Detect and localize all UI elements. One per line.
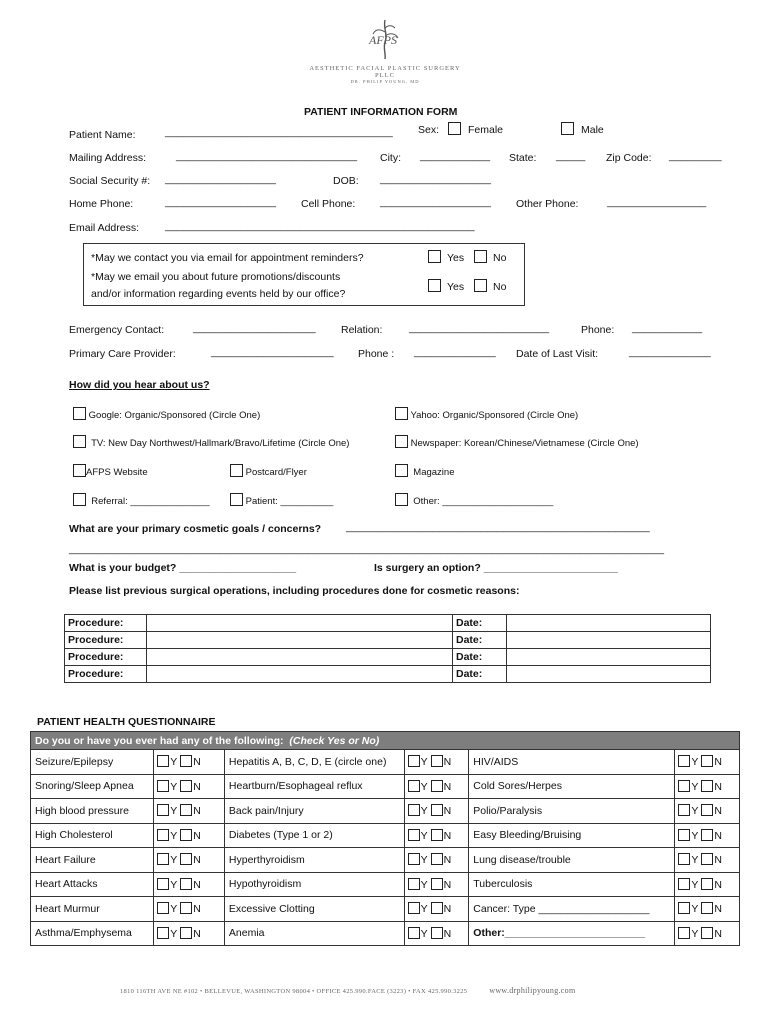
no-label: N [193,805,201,818]
google-label: Google: Organic/Sponsored (Circle One) [88,410,261,421]
female-label: Female [468,124,504,136]
no-checkbox[interactable] [701,804,713,816]
procedure-row [65,649,711,666]
yes-no-cell [154,872,225,897]
no-checkbox[interactable] [180,927,192,939]
yes-checkbox[interactable] [157,927,169,939]
city-field[interactable]: ____________ [420,150,491,162]
yes-checkbox[interactable] [678,755,690,767]
yes-no-cell [404,799,469,824]
yes-label: Y [170,756,178,769]
condition-label: Lung disease/trouble [469,848,675,873]
footer [120,986,640,995]
condition-label: Diabetes (Type 1 or 2) [224,823,404,848]
date-field[interactable] [507,649,711,666]
no-checkbox[interactable] [180,902,192,914]
condition-label: Snoring/Sleep Apnea [31,774,154,799]
dob-field[interactable]: ___________________ [380,173,491,185]
condition-label: Seizure/Epilepsy [31,750,154,775]
newspaper-checkbox[interactable] [395,435,408,448]
female-checkbox[interactable] [448,122,461,135]
no-checkbox[interactable] [431,780,443,792]
date-field[interactable] [507,615,711,632]
condition-label: Easy Bleeding/Bruising [469,823,675,848]
no-label: N [714,903,722,916]
clinic-name: AESTHETIC FACIAL PLASTIC SURGERY PLLC [309,65,461,79]
condition-label: Hepatitis A, B, C, D, E (circle one) [224,750,404,775]
city-label: City: [380,152,401,164]
yes-no-cell [404,774,469,799]
procedure-label: Procedure: [65,649,147,666]
no-label: N [443,805,452,818]
condition-label: High Cholesterol [31,823,154,848]
dob-label: DOB: [333,175,359,187]
yes-label: Y [420,829,428,842]
date-label: Date: [453,666,507,683]
no-checkbox[interactable] [701,755,713,767]
no-checkbox[interactable] [701,927,713,939]
no-checkbox[interactable] [431,804,443,816]
yes-label: Y [170,780,178,793]
yes-no-cell [404,897,469,922]
yes-label: Y [420,756,428,769]
no-checkbox[interactable] [180,780,192,792]
website-label: AFPS Website [86,467,148,478]
yes-label: Y [170,854,178,867]
hear-postcard-option[interactable] [230,464,307,478]
yes-checkbox[interactable] [408,804,420,816]
no-checkbox[interactable] [431,902,443,914]
no-checkbox[interactable] [701,902,713,914]
no-label: N [443,756,452,769]
no-checkbox[interactable] [431,755,443,767]
questionnaire-header-note: (Check Yes or No) [289,734,380,747]
yes-checkbox[interactable] [678,927,690,939]
no-label: N [193,854,201,867]
no-checkbox[interactable] [431,829,443,841]
condition-label: Heart Murmur [31,897,154,922]
no-checkbox[interactable] [180,829,192,841]
yes-no-cell [675,823,740,848]
emergency-phone-field[interactable]: ____________ [632,322,703,334]
male-label: Male [581,124,604,136]
yes-checkbox[interactable] [678,853,690,865]
ssn-field[interactable]: ___________________ [165,173,276,185]
yes-no-cell [675,921,740,946]
no-checkbox[interactable] [701,853,713,865]
no-checkbox[interactable] [431,878,443,890]
promo-no-label: No [493,281,507,293]
questionnaire-header-row [31,732,740,750]
promo-yes-label: Yes [447,281,465,293]
questionnaire-row [31,750,740,775]
yes-checkbox[interactable] [408,780,420,792]
form-title: PATIENT INFORMATION FORM [304,106,458,118]
relation-field[interactable]: ________________________ [409,322,550,334]
questionnaire-row [31,897,740,922]
hear-website-option[interactable] [73,464,148,478]
yes-no-cell [675,848,740,873]
yes-label: Y [420,854,428,867]
yes-label: Y [691,903,699,916]
website-checkbox[interactable] [73,464,86,477]
primary-care-label: Primary Care Provider: [69,348,176,360]
no-label: N [193,927,201,940]
hear-patient-option[interactable] [230,493,333,507]
no-label: N [714,829,722,842]
newspaper-label: Newspaper: Korean/Chinese/Vietnamese (Circle One) [410,438,639,449]
yes-checkbox[interactable] [678,902,690,914]
questionnaire-row [31,799,740,824]
yes-checkbox[interactable] [157,780,169,792]
date-label: Date: [453,615,507,632]
other-phone-label: Other Phone: [516,198,579,210]
patient-label: Patient: __________ [245,496,334,507]
promo-question-line1: *May we email you about future promotions/discounts [91,271,341,283]
procedure-row [65,615,711,632]
postcard-checkbox[interactable] [230,464,243,477]
condition-label: Polio/Paralysis [469,799,675,824]
yes-label: Y [691,780,699,793]
procedure-field[interactable] [147,632,453,649]
no-label: N [443,903,452,916]
yes-checkbox[interactable] [408,927,420,939]
questionnaire-header: Do you or have you ever had any of the following: (Check Yes or No) [31,732,740,750]
surgery-field[interactable]: _______________________ [483,562,618,574]
yes-label: Y [691,756,699,769]
yes-no-cell [154,799,225,824]
yes-no-cell [154,848,225,873]
questionnaire-row [31,848,740,873]
condition-label: Hypothyroidism [224,872,404,897]
magazine-label: Magazine [413,467,455,478]
no-label: N [193,878,201,891]
other-checkbox[interactable] [395,493,408,506]
home-phone-field[interactable]: ___________________ [165,196,276,208]
home-phone-label: Home Phone: [69,198,134,210]
no-label: N [193,829,201,842]
reminder-yes-label: Yes [447,252,465,264]
surgery-question: Is surgery an option? _______________________ [374,562,618,574]
mailing-address-field[interactable]: _______________________________ [176,150,358,162]
procedure-row [65,632,711,649]
ssn-label: Social Security #: [69,175,151,187]
yes-checkbox[interactable] [678,878,690,890]
reminder-no-label: No [493,252,507,264]
procedure-row [65,666,711,683]
yes-checkbox[interactable] [157,853,169,865]
yes-checkbox[interactable] [157,829,169,841]
procedure-field[interactable] [147,615,453,632]
zip-field[interactable]: _________ [669,150,722,162]
state-label: State: [509,152,537,164]
condition-label: Excessive Clotting [224,897,404,922]
yes-checkbox[interactable] [408,902,420,914]
yes-checkbox[interactable] [408,755,420,767]
postcard-label: Postcard/Flyer [245,467,307,478]
hear-newspaper-option[interactable] [395,435,639,449]
no-label: N [193,780,201,793]
yes-checkbox[interactable] [678,780,690,792]
yes-label: Y [691,878,699,891]
yes-no-cell [404,921,469,946]
yes-no-cell [675,750,740,775]
no-label: N [443,927,452,940]
procedure-field[interactable] [147,666,453,683]
yes-no-cell [154,823,225,848]
yes-checkbox[interactable] [157,902,169,914]
relation-label: Relation: [341,324,383,336]
condition-label: Other:________________________ [469,921,675,946]
sex-label: Sex: [418,124,440,136]
no-label: N [443,829,452,842]
condition-label: Back pain/Injury [224,799,404,824]
yes-no-cell [675,897,740,922]
yes-checkbox[interactable] [408,878,420,890]
no-checkbox[interactable] [180,878,192,890]
no-checkbox[interactable] [180,804,192,816]
emergency-contact-field[interactable]: _____________________ [193,322,316,334]
no-checkbox[interactable] [180,853,192,865]
budget-field[interactable]: ____________________ [179,562,297,574]
condition-label: Asthma/Emphysema [31,921,154,946]
yes-label: Y [420,903,428,916]
cell-phone-label: Cell Phone: [301,198,356,210]
questionnaire-row [31,872,740,897]
condition-label: Cold Sores/Herpes [469,774,675,799]
footer-website: www.drphilipyoung.com [489,986,576,995]
no-label: N [714,756,722,769]
health-questionnaire-table [30,731,740,946]
state-field[interactable]: _____ [556,150,586,162]
procedure-label: Procedure: [65,632,147,649]
email-label: Email Address: [69,222,140,234]
primary-care-field[interactable]: _____________________ [211,346,334,358]
pcp-phone-field[interactable]: ______________ [414,346,496,358]
date-label: Date: [453,632,507,649]
patient-checkbox[interactable] [230,493,243,506]
goals-field-line2[interactable]: ___________________________________________________________________________________________________________ [69,544,665,555]
google-checkbox[interactable] [73,407,86,420]
no-checkbox[interactable] [431,853,443,865]
yes-no-cell [675,872,740,897]
promo-question-line2: and/or information regarding events held by our office? [91,288,346,300]
afps-logo-icon [355,18,415,60]
questionnaire-row [31,774,740,799]
no-label: N [443,854,452,867]
no-label: N [193,903,201,916]
condition-label: Tuberculosis [469,872,675,897]
procedure-label: Procedure: [65,615,147,632]
pcp-phone-label: Phone : [358,348,395,360]
condition-label: Hyperthyroidism [224,848,404,873]
no-label: N [714,854,722,867]
reminder-question: *May we contact you via email for appointment reminders? [91,252,364,264]
yes-checkbox[interactable] [408,829,420,841]
yes-label: Y [170,927,178,940]
date-field[interactable] [507,632,711,649]
no-checkbox[interactable] [701,780,713,792]
last-visit-label: Date of Last Visit: [516,348,599,360]
yes-no-cell [675,799,740,824]
no-label: N [714,805,722,818]
tv-checkbox[interactable] [73,435,86,448]
no-checkbox[interactable] [180,755,192,767]
yes-label: Y [170,805,178,818]
yes-label: Y [691,829,699,842]
reminder-no-checkbox[interactable] [474,250,487,263]
health-questionnaire-title: PATIENT HEALTH QUESTIONNAIRE [37,716,216,728]
yes-no-cell [154,750,225,775]
yes-label: Y [170,878,178,891]
yes-label: Y [420,878,428,891]
questionnaire-row [31,823,740,848]
yes-checkbox[interactable] [678,804,690,816]
condition-label: Heart Attacks [31,872,154,897]
patient-name-label: Patient Name: [69,129,136,141]
yes-checkbox[interactable] [678,829,690,841]
condition-label: Heartburn/Esophageal reflux [224,774,404,799]
yes-checkbox[interactable] [157,878,169,890]
other-label: Other: _____________________ [413,496,554,507]
condition-label: High blood pressure [31,799,154,824]
hear-magazine-option[interactable] [395,464,454,478]
no-label: N [443,878,452,891]
date-field[interactable] [507,666,711,683]
questionnaire-row [31,921,740,946]
yes-no-cell [154,921,225,946]
referral-checkbox[interactable] [73,493,86,506]
yes-label: Y [170,829,178,842]
hear-tv-option[interactable] [73,435,349,449]
yes-checkbox[interactable] [408,853,420,865]
cell-phone-field[interactable]: ___________________ [380,196,491,208]
no-label: N [714,780,722,793]
procedures-table [64,614,711,683]
hear-other-option[interactable] [395,493,553,507]
yes-no-cell [404,823,469,848]
yes-label: Y [420,780,428,793]
no-checkbox[interactable] [431,927,443,939]
no-checkbox[interactable] [701,878,713,890]
male-checkbox[interactable] [561,122,574,135]
last-visit-field[interactable]: ______________ [629,346,711,358]
yes-label: Y [170,903,178,916]
footer-address: 1810 116TH AVE NE #102 • BELLEVUE, WASHINGTON 98004 • OFFICE 425.990.FACE (3223) • FAX 425.990.3225 [120,988,468,995]
yes-no-cell [154,897,225,922]
yes-label: Y [420,805,428,818]
condition-label: Heart Failure [31,848,154,873]
yes-no-cell [675,774,740,799]
clinic-logo [300,18,470,84]
goals-field-line1[interactable]: ____________________________________________________ [346,521,650,533]
yes-label: Y [691,805,699,818]
email-field[interactable]: _____________________________________________________ [165,220,475,232]
no-label: N [443,780,452,793]
condition-label: Anemia [224,921,404,946]
yes-checkbox[interactable] [157,755,169,767]
yes-label: Y [420,927,428,940]
reminder-yes-checkbox[interactable] [428,250,441,263]
other-phone-field[interactable]: _________________ [607,196,707,208]
yes-checkbox[interactable] [157,804,169,816]
date-label: Date: [453,649,507,666]
condition-label: Cancer: Type ___________________ [469,897,675,922]
svg-text:AFPS: AFPS [369,33,397,47]
yes-no-cell [154,774,225,799]
hear-yahoo-option[interactable] [395,407,578,421]
budget-question: What is your budget? ____________________ [69,562,297,574]
goals-question: What are your primary cosmetic goals / concerns? [69,523,322,535]
yes-no-cell [404,848,469,873]
yahoo-label: Yahoo: Organic/Sponsored (Circle One) [410,410,579,421]
hear-about-title: How did you hear about us? [69,379,210,391]
yes-label: Y [691,854,699,867]
yes-no-cell [404,872,469,897]
yes-no-cell [404,750,469,775]
yes-label: Y [691,927,699,940]
yahoo-checkbox[interactable] [395,407,408,420]
emergency-phone-label: Phone: [581,324,615,336]
no-label: N [714,927,722,940]
previous-operations-heading: Please list previous surgical operations, including procedures done for cosmetic reasons: [69,585,520,597]
magazine-checkbox[interactable] [395,464,408,477]
patient-name-field[interactable]: _______________________________________ [165,126,393,138]
zip-label: Zip Code: [606,152,652,164]
no-label: N [193,756,201,769]
mailing-address-label: Mailing Address: [69,152,147,164]
procedure-label: Procedure: [65,666,147,683]
promo-yes-checkbox[interactable] [428,279,441,292]
doctor-name: DR. PHILIP YOUNG, MD [350,79,420,84]
no-label: N [714,878,722,891]
emergency-contact-label: Emergency Contact: [69,324,165,336]
referral-label: Referral: _______________ [91,496,210,507]
procedure-field[interactable] [147,649,453,666]
hear-referral-option[interactable] [73,493,210,507]
no-checkbox[interactable] [701,829,713,841]
promo-no-checkbox[interactable] [474,279,487,292]
hear-google-option[interactable] [73,407,260,421]
tv-label: TV: New Day Northwest/Hallmark/Bravo/Lifetime (Circle One) [91,438,350,449]
condition-label: HIV/AIDS [469,750,675,775]
